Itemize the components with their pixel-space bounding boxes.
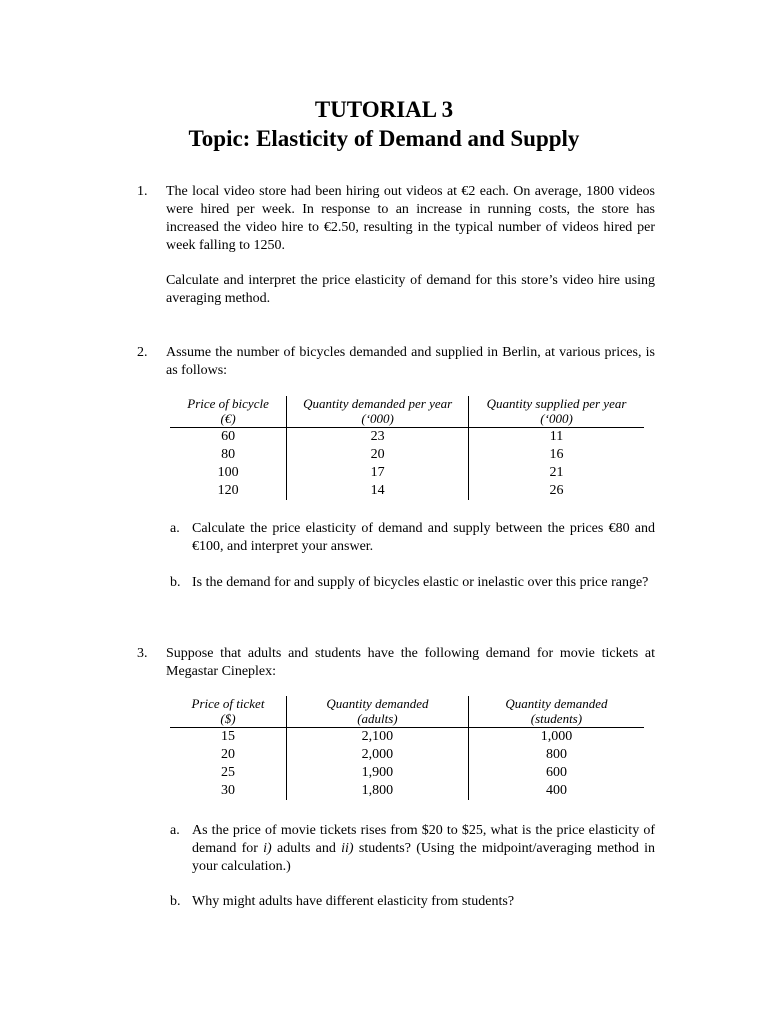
- table-row: 15 2,100 1,000: [170, 728, 644, 747]
- table-row: 80 20 16: [170, 446, 644, 464]
- question-1-number: 1.: [137, 184, 148, 199]
- col-header-price: Price of bicycle (€): [170, 396, 287, 428]
- question-1-paragraph-1: The local video store had been hiring out videos at €2 each. On average, 1800 videos were hired per week. In response to an increase in running costs, the store has increased the video hire to €2.50, resulting in the typical number of videos hired per week falling to 1250.: [166, 184, 655, 253]
- page-topic: Topic: Elasticity of Demand and Supply: [188, 126, 580, 151]
- question-3-intro: Suppose that adults and students have the following demand for movie tickets at Megastar Cineplex:: [166, 646, 655, 679]
- table-header-row: [170, 696, 644, 728]
- table-row: 120 14 26: [170, 482, 644, 500]
- question-3b-text: Why might adults have different elasticity from students?: [192, 894, 515, 909]
- table-row: 20 2,000 800: [170, 746, 644, 764]
- question-2-intro: Assume the number of bicycles demanded and supplied in Berlin, at various prices, is as follows:: [166, 345, 655, 378]
- table-row: 30 1,800 400: [170, 782, 644, 800]
- question-3b-letter: b.: [170, 894, 181, 909]
- col-header-supplied: Quantity supplied per year (‘000): [469, 396, 644, 428]
- table-header-row: [170, 396, 644, 428]
- movie-ticket-table: [170, 696, 644, 800]
- question-3a-letter: a.: [170, 823, 180, 838]
- table-row: 100 17 21: [170, 464, 644, 482]
- question-1-paragraph-2: Calculate and interpret the price elasticity of demand for this store’s video hire using averaging method.: [166, 273, 655, 306]
- question-3a-text: As the price of movie tickets rises from $20 to $25, what is the price elasticity of demand for i) adults and ii) students? (Using the midpoint/averaging method in your calculation.): [192, 823, 655, 874]
- question-3-number: 3.: [137, 646, 148, 661]
- table-row: 60 23 11: [170, 428, 644, 447]
- roman-i: i): [263, 841, 272, 856]
- col-header-adults: Quantity demanded (adults): [286, 696, 468, 728]
- roman-ii: ii): [341, 841, 354, 856]
- bicycle-table: [170, 396, 644, 500]
- question-2a-letter: a.: [170, 521, 180, 536]
- col-header-students: Quantity demanded (students): [468, 696, 644, 728]
- col-header-demanded: Quantity demanded per year (‘000): [287, 396, 469, 428]
- col-header-price: Price of ticket ($): [170, 696, 286, 728]
- question-2a-text: Calculate the price elasticity of demand and supply between the prices €80 and €100, and interpret your answer.: [192, 521, 655, 554]
- question-2b-letter: b.: [170, 575, 181, 590]
- question-2-number: 2.: [137, 345, 148, 360]
- page-title: TUTORIAL 3: [314, 97, 454, 122]
- table-row: 25 1,900 600: [170, 764, 644, 782]
- question-2b-text: Is the demand for and supply of bicycles elastic or inelastic over this price range?: [192, 575, 649, 590]
